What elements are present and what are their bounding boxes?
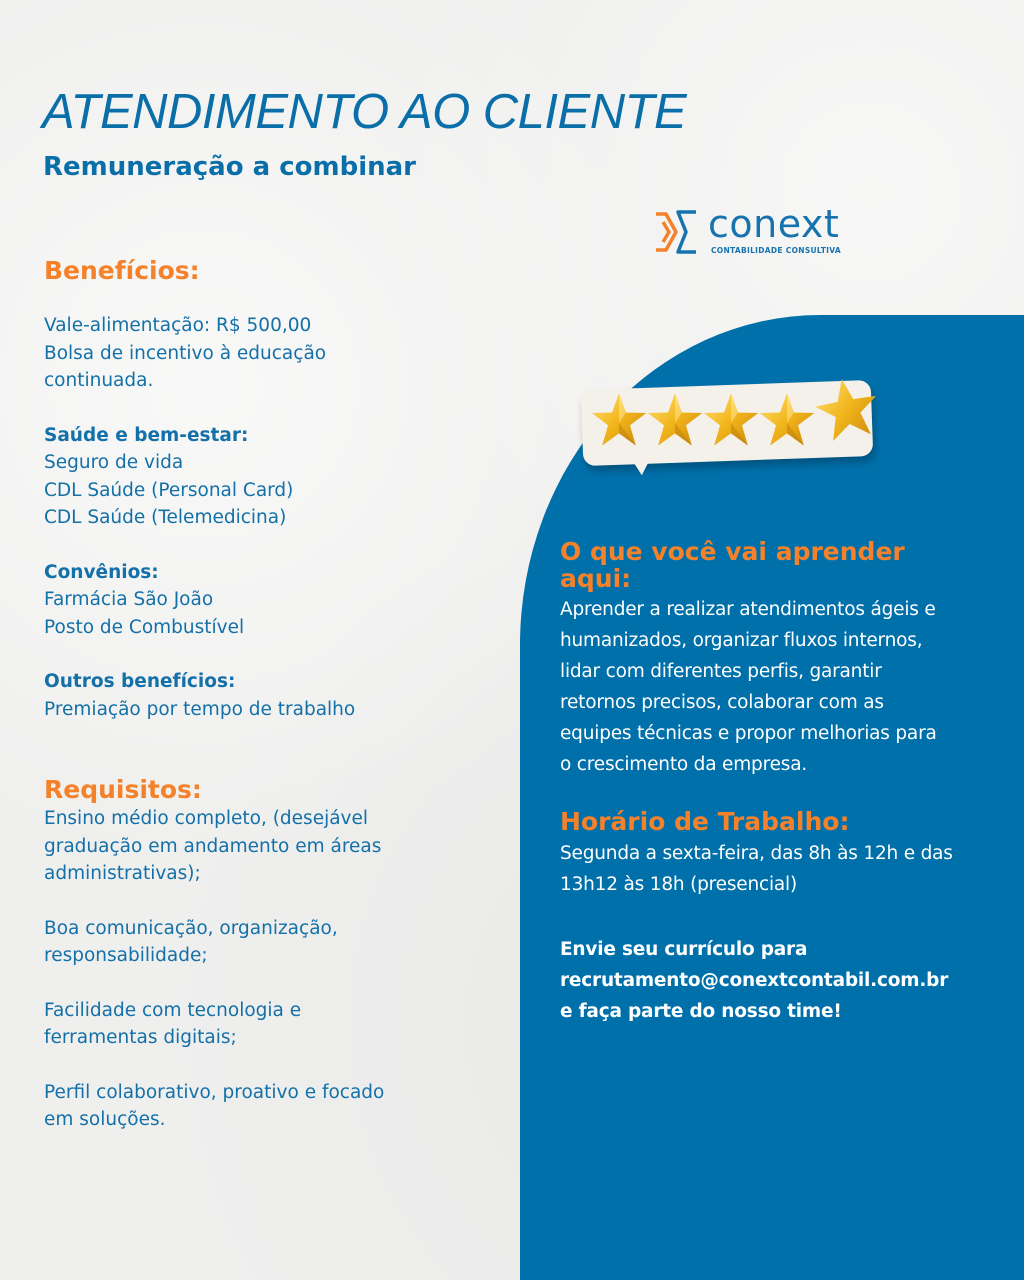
requirement-line: ferramentas digitais; bbox=[44, 1027, 237, 1048]
requirement-line: Boa comunicação, organização, bbox=[44, 917, 338, 939]
requirement-item bbox=[44, 1079, 484, 1134]
logo-tagline: CONTABILIDADE CONSULTIVA bbox=[711, 246, 841, 255]
benefit-group-agreements bbox=[44, 559, 484, 642]
benefit-group-title: Saúde e bem-estar: bbox=[44, 424, 249, 446]
cta-line: Envie seu currículo para bbox=[560, 939, 808, 960]
star-rating-bubble bbox=[580, 375, 900, 495]
requirement-line: graduação em andamento em áreas bbox=[44, 835, 382, 857]
benefits-heading: Benefícios: bbox=[44, 256, 200, 285]
benefit-item: Posto de Combustível bbox=[44, 616, 245, 638]
benefits-intro bbox=[44, 312, 484, 395]
learn-line: o crescimento da empresa. bbox=[560, 754, 808, 775]
requirement-line: Ensino médio completo, (desejável bbox=[44, 808, 369, 829]
requirements-heading: Requisitos: bbox=[44, 775, 202, 804]
right-info-column bbox=[560, 538, 1000, 1027]
requirement-item bbox=[44, 915, 484, 970]
apply-call-to-action bbox=[560, 934, 1000, 1027]
benefit-line: Vale-alimentação: R$ 500,00 bbox=[44, 315, 312, 336]
cta-line: e faça parte do nosso time! bbox=[560, 1001, 842, 1022]
benefit-item: CDL Saúde (Personal Card) bbox=[44, 479, 294, 501]
learn-description bbox=[560, 594, 1000, 780]
requirement-line: Perfil colaborativo, proativo e focado bbox=[44, 1081, 385, 1103]
learn-line: lidar com diferentes perfis, garantir bbox=[560, 661, 882, 682]
requirement-line: responsabilidade; bbox=[44, 945, 208, 966]
requirement-item bbox=[44, 997, 484, 1052]
star-icon bbox=[646, 391, 704, 449]
stars-row bbox=[590, 391, 878, 449]
benefit-item: Farmácia São João bbox=[44, 589, 214, 610]
salary-subtitle: Remuneração a combinar bbox=[43, 152, 417, 182]
learn-heading bbox=[560, 538, 1000, 592]
learn-heading-line: aqui: bbox=[560, 564, 632, 593]
speech-bubble-tail bbox=[626, 447, 659, 477]
benefits-requirements-column bbox=[44, 254, 484, 1161]
schedule-line: 13h12 às 18h (presencial) bbox=[560, 874, 797, 895]
benefit-item: Seguro de vida bbox=[44, 452, 184, 473]
benefit-line: Bolsa de incentivo à educação bbox=[44, 342, 327, 364]
schedule-description bbox=[560, 838, 1000, 900]
learn-line: equipes técnicas e propor melhorias para bbox=[560, 723, 937, 744]
requirement-line: Facilidade com tecnologia e bbox=[44, 999, 302, 1021]
benefit-line: continuada. bbox=[44, 370, 154, 391]
conext-logo bbox=[654, 202, 874, 260]
learn-line: humanizados, organizar fluxos internos, bbox=[560, 630, 923, 651]
benefit-group-title: Outros benefícios: bbox=[44, 671, 236, 692]
requirement-item bbox=[44, 805, 484, 888]
learn-heading-line: O que você vai aprender bbox=[560, 537, 905, 566]
learn-line: Aprender a realizar atendimentos ágeis e bbox=[560, 599, 936, 620]
recruitment-email-link[interactable]: recrutamento@conextcontabil.com.br bbox=[560, 970, 949, 991]
schedule-heading: Horário de Trabalho: bbox=[560, 807, 850, 836]
star-icon bbox=[590, 391, 648, 449]
benefit-group-health bbox=[44, 422, 484, 532]
star-icon bbox=[702, 391, 760, 449]
star-icon bbox=[758, 391, 816, 449]
benefit-group-title: Convênios: bbox=[44, 561, 159, 583]
star-icon bbox=[814, 376, 880, 442]
schedule-line: Segunda a sexta-feira, das 8h às 12h e das bbox=[560, 843, 953, 864]
conext-x-logo-icon bbox=[654, 208, 698, 256]
requirement-line: administrativas); bbox=[44, 863, 201, 884]
benefit-group-other bbox=[44, 668, 484, 723]
benefit-item: Premiação por tempo de trabalho bbox=[44, 698, 356, 720]
page-title: ATENDIMENTO AO CLIENTE bbox=[42, 85, 687, 139]
requirement-line: em soluções. bbox=[44, 1109, 166, 1130]
learn-line: retornos precisos, colaborar com as bbox=[560, 692, 884, 713]
logo-wordmark: conext bbox=[708, 202, 840, 246]
benefit-item: CDL Saúde (Telemedicina) bbox=[44, 507, 287, 528]
